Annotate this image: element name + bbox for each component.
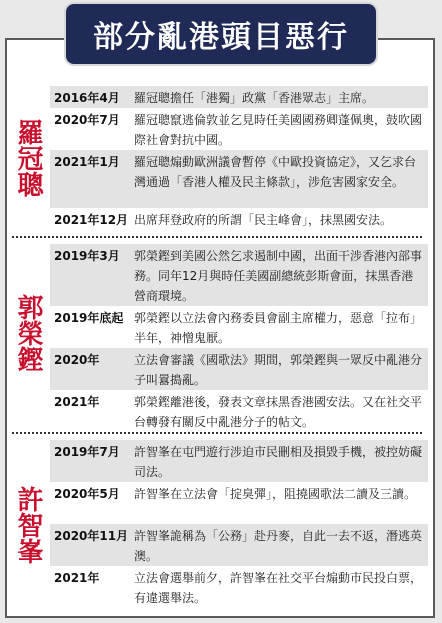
timeline-list bbox=[50, 244, 428, 432]
timeline-row bbox=[50, 482, 428, 524]
entry-date: 2021年 bbox=[54, 395, 100, 409]
timeline-row bbox=[50, 348, 428, 390]
timeline-row bbox=[50, 86, 428, 108]
entry-date: 2019年3月 bbox=[54, 249, 120, 263]
timeline-row bbox=[50, 108, 428, 150]
entry-date: 2019年底起 bbox=[54, 311, 124, 325]
timeline-row bbox=[50, 524, 428, 566]
entry-text: 許智峯在立法會「掟臭彈」，阻撓國歌法二讀及三讀。 bbox=[134, 487, 417, 501]
entry-date: 2020年7月 bbox=[54, 113, 120, 127]
section-divider bbox=[12, 236, 422, 238]
entry-text: 郭榮鏗以立法會內務委員會副主席權力，惡意「拉布」半年，神憎鬼厭。 bbox=[134, 311, 423, 345]
entry-date: 2019年7月 bbox=[54, 445, 120, 459]
timeline-row bbox=[50, 566, 428, 608]
person-name-column bbox=[8, 244, 48, 422]
section-lo-kwun-chung bbox=[8, 86, 430, 230]
entry-date: 2021年12月 bbox=[54, 213, 129, 227]
page-title: 部分亂港頭目惡行 bbox=[93, 20, 349, 55]
entry-date: 2020年5月 bbox=[54, 487, 120, 501]
timeline-list bbox=[50, 86, 428, 232]
title-banner bbox=[66, 4, 376, 64]
entry-text: 郭榮鏗離港後，發表文章抹黑香港國安法。又在社交平台轉發有關反中亂港分子的帖文。 bbox=[134, 395, 423, 429]
section-kwok-ka-ki bbox=[8, 244, 430, 429]
entry-text: 出席拜登政府的所謂「民主峰會」，抹黑國安法。 bbox=[134, 213, 393, 227]
timeline-row bbox=[50, 150, 428, 208]
entry-text: 立法會審議《國歌法》期間，郭榮鏗與一眾反中亂港分子叫囂搗亂。 bbox=[134, 353, 423, 387]
entry-text: 郭榮鏗到美國公然乞求遏制中國，出面干涉香港內部事務。同年12月與時任美國副總統彭斯會面，抹黑香港營商環境。 bbox=[134, 249, 423, 303]
entry-date: 2016年4月 bbox=[54, 91, 120, 105]
timeline-row bbox=[50, 244, 428, 306]
person-name: 許智峯 bbox=[13, 486, 43, 564]
entry-text: 許智峯詭稱為「公務」赴丹麥，自此一去不返，潛逃英澳。 bbox=[134, 529, 423, 563]
person-name-column bbox=[8, 440, 48, 610]
entry-text: 羅冠聰煽動歐洲議會暫停《中歐投資協定》，又乞求台灣通過「香港人權及民主條款」，涉危害國家安全。 bbox=[134, 155, 417, 189]
timeline-list bbox=[50, 440, 428, 608]
timeline-row bbox=[50, 440, 428, 482]
entry-text: 立法會選舉前夕，許智峯在社交平台煽動市民投白票，有違選舉法。 bbox=[134, 571, 423, 605]
person-name-column bbox=[8, 86, 48, 230]
entry-date: 2021年 bbox=[54, 571, 100, 585]
timeline-row bbox=[50, 306, 428, 348]
timeline-row bbox=[50, 208, 428, 232]
entry-text: 羅冠聰竄逃倫敦並乞見時任美國國務卿蓬佩奧，鼓吹國際社會對抗中國。 bbox=[134, 113, 423, 147]
section-hui-chi-fung bbox=[8, 440, 430, 610]
timeline-row bbox=[50, 390, 428, 432]
entry-date: 2020年11月 bbox=[54, 529, 129, 543]
entry-text: 羅冠聰擔任「港獨」政黨「香港眾志」主席。 bbox=[134, 91, 375, 105]
entry-text: 許智峯在屯門遊行涉迫市民刪相及損毀手機，被控妨礙司法。 bbox=[134, 445, 423, 479]
person-name: 郭榮鏗 bbox=[13, 294, 43, 372]
person-name: 羅冠聰 bbox=[13, 119, 43, 197]
entry-date: 2020年 bbox=[54, 353, 100, 367]
section-divider bbox=[12, 432, 422, 434]
entry-date: 2021年1月 bbox=[54, 155, 120, 169]
